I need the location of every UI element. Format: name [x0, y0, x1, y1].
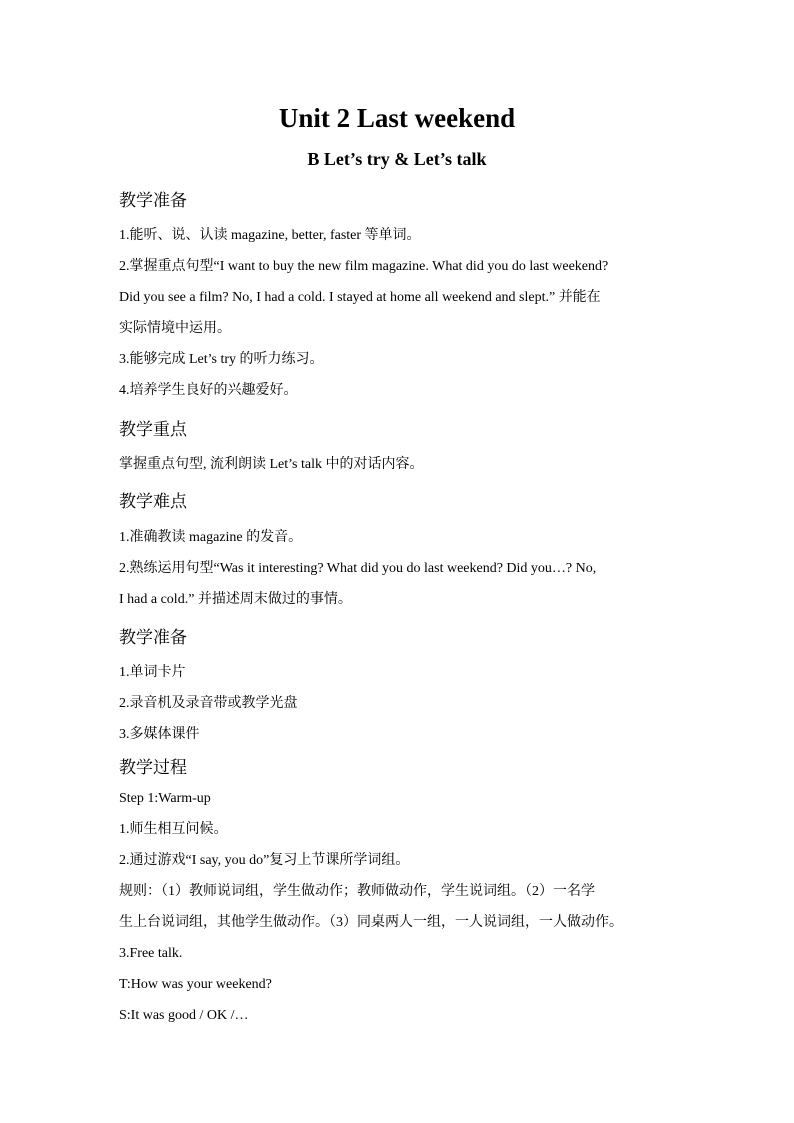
game-rules-line-1: 规则：（1）教师说词组，学生做动作；教师做动作，学生说词组。（2）一名学: [119, 884, 595, 899]
game-rules-line-2: 生上台说词组，其他学生做动作。（3）同桌两人一组，一人说词组，一人做动作。: [119, 915, 623, 930]
section-heading-teaching-process: 教学过程: [119, 758, 187, 777]
step-1-heading: Step 1:Warm-up: [119, 791, 211, 806]
objective-3: 3.能够完成 Let’s try 的听力练习。: [119, 352, 324, 367]
section-heading-difficulties: 教学难点: [119, 492, 187, 511]
dialogue-student-line: S:It was good / OK /…: [119, 1008, 249, 1023]
objective-1: 1.能听、说、认读 magazine, better, faster 等单词。: [119, 228, 421, 243]
difficulty-1: 1.准确教读 magazine 的发音。: [119, 530, 303, 545]
document-title: Unit 2 Last weekend: [278, 103, 516, 133]
material-2: 2.录音机及录音带或教学光盘: [119, 696, 298, 711]
step-1-item-3: 3.Free talk.: [119, 946, 183, 961]
material-1: 1.单词卡片: [119, 665, 186, 680]
key-point-1: 掌握重点句型, 流利朗读 Let’s talk 中的对话内容。: [119, 457, 424, 472]
objective-4: 4.培养学生良好的兴趣爱好。: [119, 383, 298, 398]
objective-2-line-1: 2.掌握重点句型“I want to buy the new film magazine. What did you do last weekend?: [119, 259, 609, 274]
difficulty-2-line-2: I had a cold.” 并描述周末做过的事情。: [119, 592, 352, 607]
section-heading-teaching-preparation: 教学准备: [119, 191, 187, 210]
section-heading-teaching-materials: 教学准备: [119, 628, 187, 647]
step-1-item-2: 2.通过游戏“I say, you do”复习上节课所学词组。: [119, 853, 410, 868]
objective-2-line-3: 实际情境中运用。: [119, 321, 231, 336]
dialogue-teacher-line: T:How was your weekend?: [119, 977, 272, 992]
material-3: 3.多媒体课件: [119, 727, 200, 742]
objective-2-line-2: Did you see a film? No, I had a cold. I stayed at home all weekend and slept.” 并能在: [119, 290, 601, 305]
difficulty-2-line-1: 2.熟练运用句型“Was it interesting? What did you do last weekend? Did you…? No,: [119, 561, 597, 576]
section-heading-key-points: 教学重点: [119, 420, 187, 439]
step-1-item-1: 1.师生相互问候。: [119, 822, 228, 837]
document-subtitle: B Let’s try & Let’s talk: [307, 149, 487, 169]
